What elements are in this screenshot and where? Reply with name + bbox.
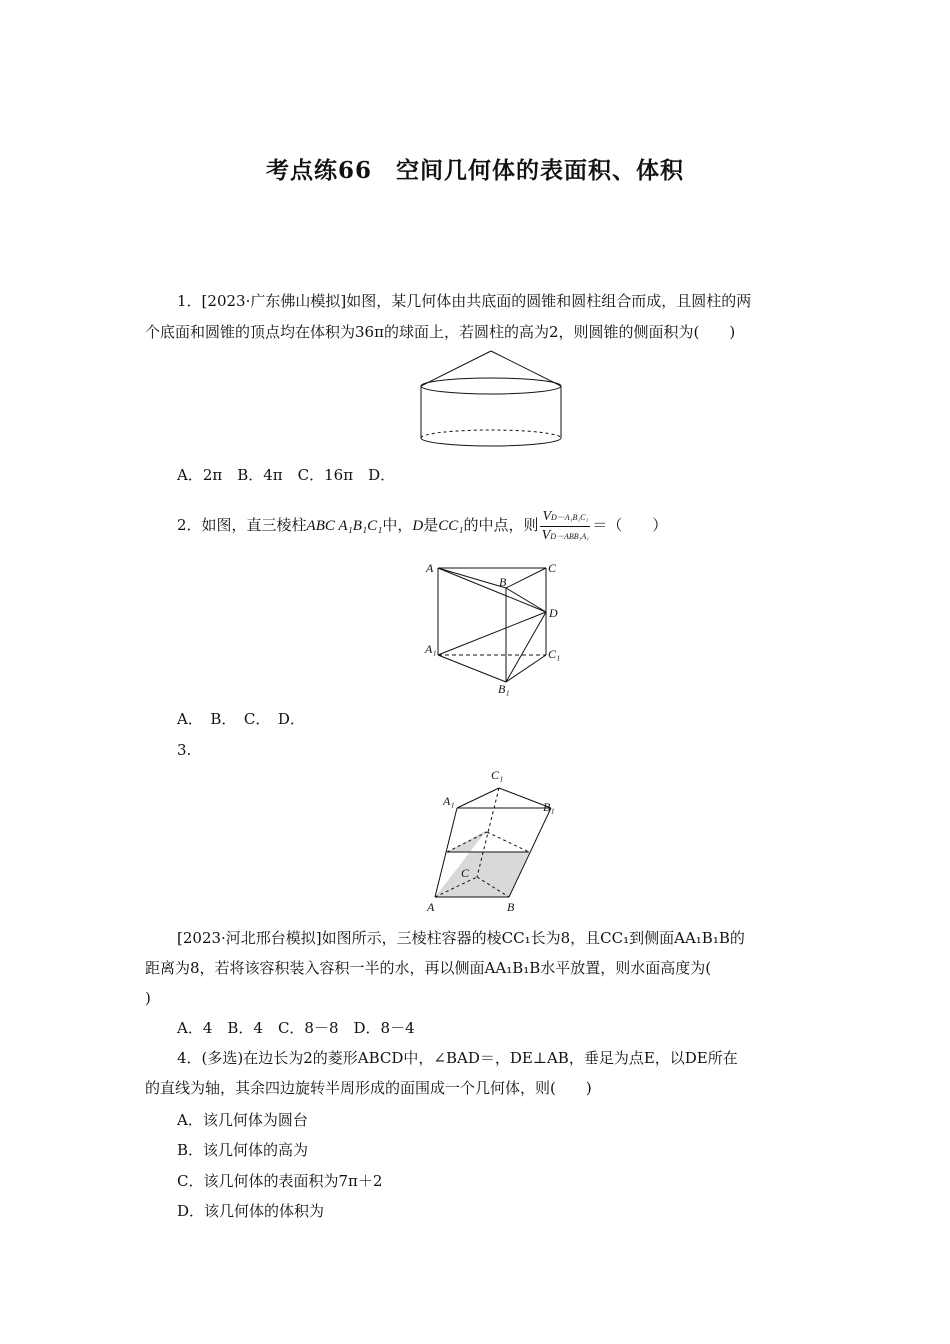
q4-option-d: D．该几何体的体积为 bbox=[177, 1202, 325, 1220]
q3-number: 3. bbox=[177, 741, 192, 759]
q2-figure-prism bbox=[420, 558, 570, 698]
q2-is: 是 bbox=[423, 516, 439, 534]
q3-label-c1: C₁ bbox=[491, 768, 504, 782]
q2-frac-num: V bbox=[542, 508, 552, 524]
q4-line2: 的直线为轴，其余四边旋转半周形成的面围成一个几何体，则( ) bbox=[145, 1079, 592, 1097]
q2-volume-fraction bbox=[540, 508, 590, 545]
q2-edge-cc1: CC₁ bbox=[438, 518, 464, 534]
q3-label-c: C bbox=[461, 866, 470, 880]
q2-label-d: D bbox=[549, 606, 558, 620]
q2-label-c: C bbox=[548, 561, 557, 575]
q1-options: A．2π B．4π C．16π D． bbox=[177, 466, 396, 484]
q3-figure-prism-container bbox=[423, 765, 573, 915]
q4-line1: 4．(多选)在边长为2的菱形ABCD中，∠BAD＝，DE⊥AB，垂足为点E，以DE所在 bbox=[177, 1049, 738, 1067]
q1-line2: 个底面和圆锥的顶点均在体积为36π的球面上，若圆柱的高为2，则圆锥的侧面积为( ) bbox=[145, 323, 736, 341]
q4-option-b: B．该几何体的高为 bbox=[177, 1141, 309, 1159]
page-title: 考点练66 空间几何体的表面积、体积 bbox=[265, 157, 684, 184]
q2-label-b: B bbox=[499, 575, 507, 589]
q4-option-c: C．该几何体的表面积为7π＋2 bbox=[177, 1172, 383, 1190]
q2-label-b1: B₁ bbox=[498, 682, 510, 696]
q2-stem bbox=[177, 504, 842, 546]
q2-frac-den: V bbox=[541, 527, 551, 543]
q3-line3: ) bbox=[145, 989, 151, 1007]
q2-frac-den-sub: D－ABB₁A₁ bbox=[550, 531, 590, 541]
q3-label-b: B bbox=[507, 900, 515, 914]
q2-options: A． B． C． D． bbox=[177, 710, 305, 728]
q2-suffix: 的中点，则 bbox=[463, 516, 539, 534]
q2-label-a: A bbox=[426, 561, 434, 575]
q3-options: A．4 B．4 C．8－8 D．8－4 bbox=[177, 1019, 415, 1037]
q2-label-c1: C₁ bbox=[548, 647, 561, 661]
q3-line1: [2023·河北邢台模拟]如图所示，三棱柱容器的棱CC₁长为8，且CC₁到侧面AA₁B₁B的 bbox=[177, 929, 745, 947]
q2-frac-num-sub: D－A₁B₁C₁ bbox=[551, 512, 589, 522]
q2-label-a1: A₁ bbox=[425, 642, 437, 656]
q2-point-d: D bbox=[412, 518, 424, 534]
q3-label-a1: A₁ bbox=[443, 794, 455, 808]
q3-line2: 距离为8，若将该容积装入容积一半的水，再以侧面AA₁B₁B水平放置，则水面高度为( bbox=[145, 959, 712, 977]
q1-figure-cone-cylinder bbox=[415, 348, 570, 448]
q2-prefix: 2．如图，直三棱柱 bbox=[177, 516, 307, 534]
q2-tail: ＝（ ） bbox=[592, 516, 668, 534]
q3-label-a: A bbox=[427, 900, 435, 914]
q4-option-a: A．该几何体为圆台 bbox=[177, 1111, 308, 1129]
q3-label-b1: B₁ bbox=[543, 800, 555, 814]
q1-line1: 1．[2023·广东佛山模拟]如图，某几何体由共底面的圆锥和圆柱组合而成，且圆柱的两 bbox=[177, 292, 752, 310]
q2-mid: 中， bbox=[382, 516, 413, 534]
q2-prism: ABC A₁B₁C₁ bbox=[306, 518, 383, 534]
